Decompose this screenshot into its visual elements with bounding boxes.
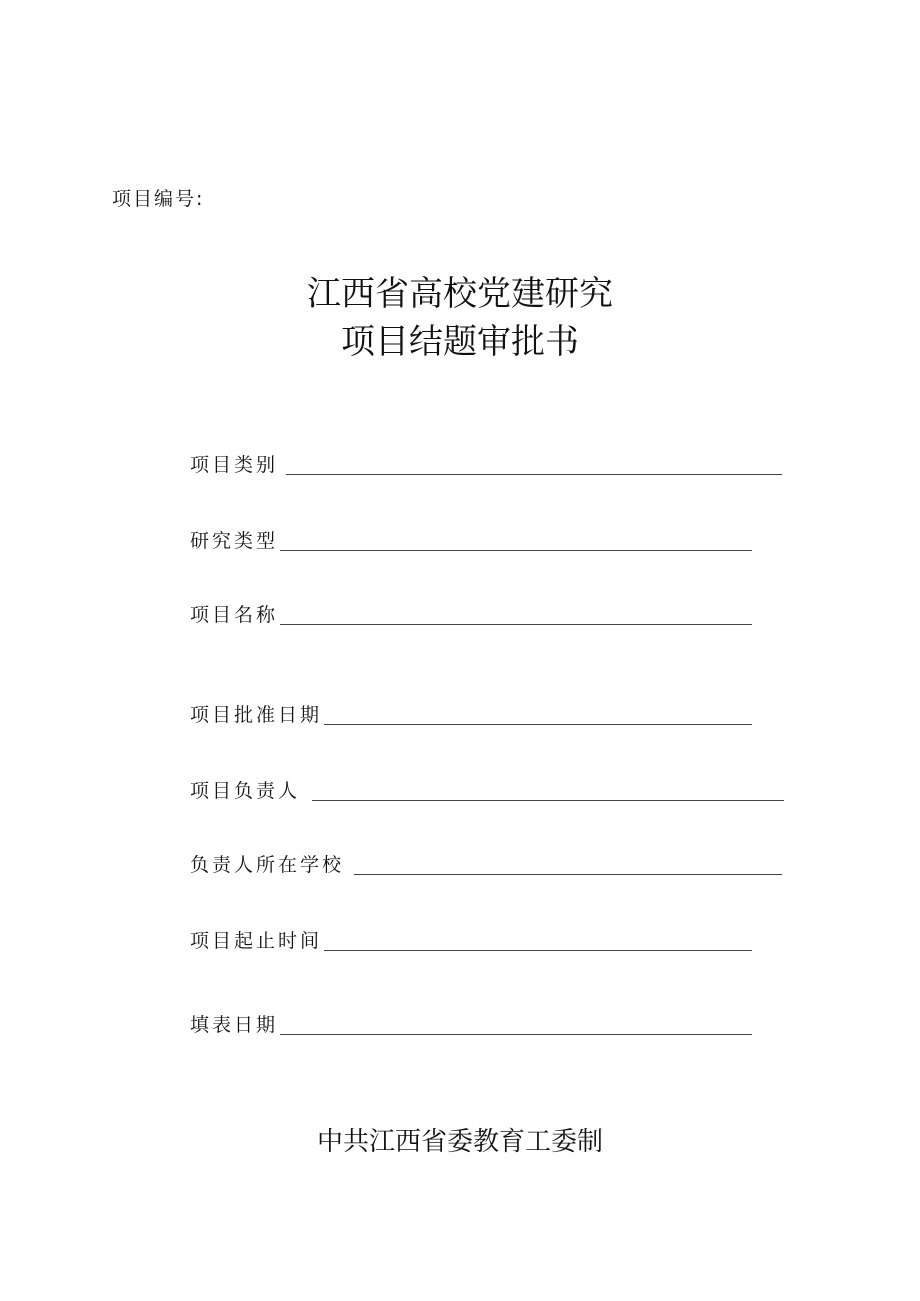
field-project-leader <box>190 774 784 804</box>
project-number-label: 项目编号: <box>112 188 205 210</box>
fill-in-line[interactable] <box>354 874 782 875</box>
fill-in-line[interactable] <box>280 550 752 551</box>
field-label: 项目类别 <box>190 454 279 476</box>
document-title-line-1: 江西省高校党建研究 <box>307 274 613 314</box>
field-label: 研究类型 <box>190 530 279 552</box>
field-label: 项目名称 <box>190 604 279 626</box>
fill-in-line[interactable] <box>286 474 782 475</box>
field-leader-school <box>190 848 782 878</box>
field-research-type <box>190 524 752 554</box>
field-label: 负责人所在学校 <box>190 854 345 876</box>
field-label: 项目负责人 <box>190 780 301 802</box>
field-project-period <box>190 924 752 954</box>
document-title-line-2: 项目结题审批书 <box>341 322 579 362</box>
field-fill-date <box>190 1008 752 1038</box>
field-project-category <box>190 448 782 478</box>
fill-in-line[interactable] <box>280 624 752 625</box>
fill-in-line[interactable] <box>280 1034 752 1035</box>
fill-in-line[interactable] <box>324 950 752 951</box>
field-label: 项目批准日期 <box>190 704 323 726</box>
field-project-name <box>190 598 752 628</box>
issuer-footer: 中共江西省委教育工委制 <box>316 1127 603 1157</box>
field-label: 填表日期 <box>190 1014 279 1036</box>
fill-in-line[interactable] <box>324 724 752 725</box>
fill-in-line[interactable] <box>312 800 784 801</box>
field-approval-date <box>190 698 752 728</box>
field-label: 项目起止时间 <box>190 930 323 952</box>
